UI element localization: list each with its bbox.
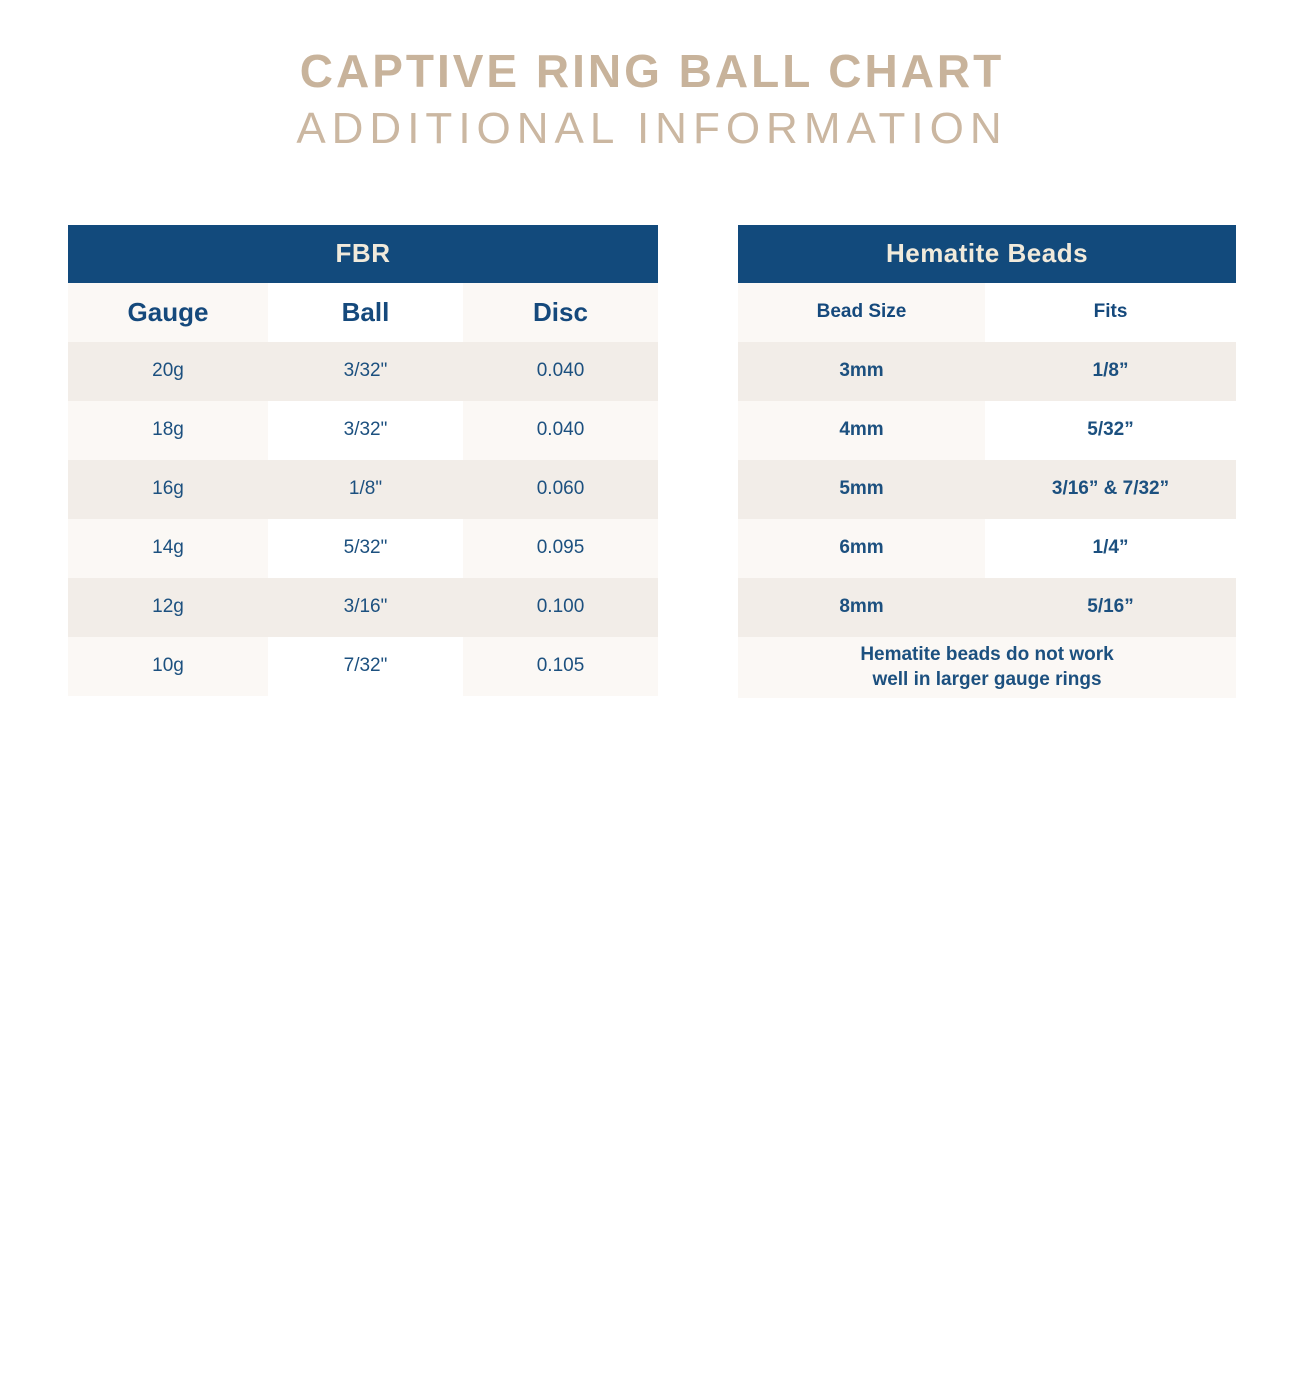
hematite-table: [738, 225, 1236, 698]
ball-cell: 7/32": [268, 637, 463, 696]
fits-cell: 1/4”: [985, 519, 1236, 578]
bead-size-cell: 6mm: [738, 519, 985, 578]
fits-cell: 5/16”: [985, 578, 1236, 637]
table-row: [738, 342, 1236, 401]
hematite-table-title: Hematite Beads: [738, 225, 1236, 283]
disc-cell: 0.105: [463, 637, 658, 696]
hematite-column-header-bead-size: Bead Size: [738, 283, 985, 342]
hematite-note-line2: well in larger gauge rings: [872, 669, 1102, 691]
ball-cell: 3/32": [268, 401, 463, 460]
disc-cell: 0.095: [463, 519, 658, 578]
fbr-column-header-disc: Disc: [463, 283, 658, 342]
table-row: [68, 460, 658, 519]
gauge-cell: 12g: [68, 578, 268, 637]
gauge-cell: 10g: [68, 637, 268, 696]
tables-wrap: [68, 225, 1304, 698]
fbr-column-header-gauge: Gauge: [68, 283, 268, 342]
gauge-cell: 14g: [68, 519, 268, 578]
page-title: CAPTIVE RING BALL CHART: [299, 45, 1005, 97]
title-block: [0, 0, 1304, 153]
hematite-note: [738, 637, 1236, 698]
ball-cell: 3/32": [268, 342, 463, 401]
fits-cell: 1/8”: [985, 342, 1236, 401]
ball-cell: 3/16": [268, 578, 463, 637]
gauge-cell: 18g: [68, 401, 268, 460]
fbr-table: [68, 225, 658, 698]
hematite-column-header-row: [738, 283, 1236, 342]
bead-size-cell: 3mm: [738, 342, 985, 401]
disc-cell: 0.100: [463, 578, 658, 637]
gauge-cell: 20g: [68, 342, 268, 401]
table-row: [68, 519, 658, 578]
table-row: [738, 519, 1236, 578]
hematite-column-header-fits: Fits: [985, 283, 1236, 342]
page-subtitle: ADDITIONAL INFORMATION: [296, 103, 1008, 153]
gauge-cell: 16g: [68, 460, 268, 519]
fits-cell: 3/16” & 7/32”: [985, 460, 1236, 519]
table-row: [738, 401, 1236, 460]
table-row: [738, 460, 1236, 519]
ball-cell: 1/8": [268, 460, 463, 519]
ball-cell: 5/32": [268, 519, 463, 578]
disc-cell: 0.060: [463, 460, 658, 519]
table-row: [68, 637, 658, 696]
bead-size-cell: 4mm: [738, 401, 985, 460]
table-row: [68, 342, 658, 401]
bead-size-cell: 8mm: [738, 578, 985, 637]
table-row: [68, 401, 658, 460]
fbr-column-header-ball: Ball: [268, 283, 463, 342]
fbr-column-header-row: [68, 283, 658, 342]
bead-size-cell: 5mm: [738, 460, 985, 519]
hematite-note-line1: Hematite beads do not work: [860, 644, 1114, 666]
fits-cell: 5/32”: [985, 401, 1236, 460]
table-row: [68, 578, 658, 637]
disc-cell: 0.040: [463, 401, 658, 460]
fbr-table-title: FBR: [68, 225, 658, 283]
disc-cell: 0.040: [463, 342, 658, 401]
table-row: [738, 578, 1236, 637]
